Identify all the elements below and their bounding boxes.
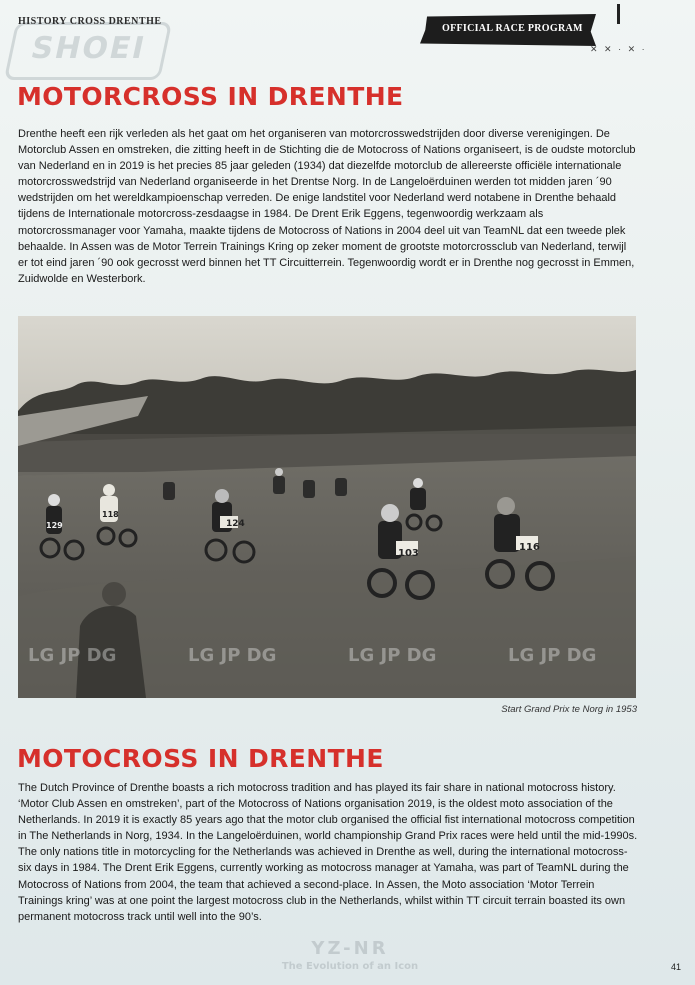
header-divider [617,4,620,24]
article-body-english: The Dutch Province of Drenthe boasts a rich motocross tradition and has played its fair share in national motocross history. ‘Motor Club Assen en omstreken’, part of the Motocross of Nations organisation 2019, is the oldest moto association of the Netherlands. In 2019 it is exactly 85 years ago that the motor club organised the official fist international motocross competition in The Netherlands in Norg, 1934. In the Langeloërduinen, world championship Grand Prix races were held until the mid-1990s. The only nations title in motorcycling for the Netherlands was achieved in Drenthe as well, during the international motocross-six days in 1984. The Drent Erik Eggens, currently working as motocross manager at Yamaha, was part of TeamNL during the Motocross of Nations from 2004, the team that achieved a second-place. In Assen, the Moto association ‘Motor Terrein Trainings kring’ was at one point the largest motocross club in the Netherlands, whilst within TT circuit terrain boasted its own permanent motocross track until well into the 90’s. [18,782,638,923]
plate-number-4: 118 [102,510,119,519]
article-title-english: MOTOCROSS IN DRENTHE [17,744,384,773]
section-label: HISTORY CROSS DRENTHE [18,16,162,27]
historic-race-photo [18,316,636,698]
ghost-ad-text: YZ-NR The Evolution of an Icon [281,938,419,972]
watermark-1: LG JP DG [28,645,117,666]
race-start-illustration [18,316,636,698]
watermark-2: LG JP DG [188,645,277,666]
plate-number-3: 116 [519,542,540,553]
plate-number-1: 124 [226,519,245,529]
page-number: 41 [670,962,681,972]
ghost-shoei-logo: SHOEI [4,22,172,80]
watermark-3: LG JP DG [348,645,437,666]
photo-caption: Start Grand Prix te Norg in 1953 [501,704,637,715]
race-program-badge-label: OFFICIAL RACE PROGRAM [442,23,583,34]
article-body-dutch: Drenthe heeft een rijk verleden als het gaat om het organiseren van motorcrosswedstrijden door diverse verenigingen. De Motorclub Assen en omstreken, die zitting heeft in de Stichting die de Motocross of Nations organiseert, is de oudste motorclub van Nederland en in 2019 is het precies 85 jaar geleden (1934) dat diezelfde motorclub de allereerste officiële internationale motorcrosswedstrijd van Nederland organiseerde in het Drentse Norg. In de Langeloërduinen werden tot midden jaren ´90 wedstrijden om het wereldkampioenschap verreden. De enige landstitel voor Nederland werd notabene in Drenthe behaald tijdens de Internationale motorcross-zesdaagse in 1984. De Drent Erik Eggens, tegenwoordig werkzaam als motorcrossmanager voor Yamaha, maakte tijdens de Motocross of Nations in 2004 deel uit van TeamNL dat een tweede plek behaalde. In Assen was de Motor Terrein Trainings Kring op zeker moment de grootste motorcrossclub van Nederland, terwijl er tot eind jaren ´90 ook gecrosst werd binnen het TT Circuitterrein. Tegenwoordig wordt er in Drenthe nog gecrosst in Emmen, Zuidwolde en Westerbork. [18,128,636,285]
plate-number-5: 129 [46,521,63,530]
header-decoration: ✕ ✕ · ✕ · [590,44,647,54]
plate-number-2: 103 [398,548,419,559]
watermark-4: LG JP DG [508,645,597,666]
article-title-dutch: MOTORCROSS IN DRENTHE [17,82,404,111]
